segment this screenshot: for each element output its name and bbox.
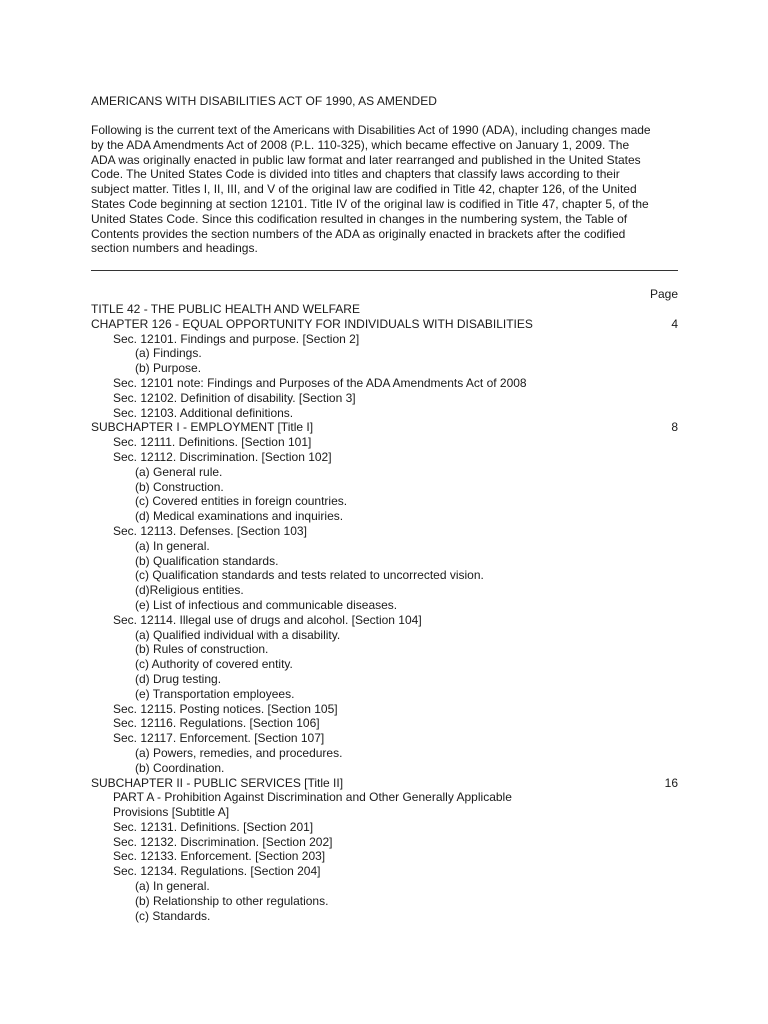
toc-entry-text: Sec. 12112. Discrimination. [Section 102] (113, 449, 332, 464)
toc-subsection-entry (91, 642, 678, 657)
toc-subsection-entry (91, 554, 678, 569)
toc-title-entry (91, 302, 678, 317)
toc-page-number: 4 (671, 316, 678, 331)
intro-line: Following is the current text of the Americans with Disabilities Act of 1990 (ADA), including changes made (91, 123, 651, 137)
toc-entry-text: CHAPTER 126 - EQUAL OPPORTUNITY FOR INDIVIDUALS WITH DISABILITIES (91, 316, 533, 331)
toc-section-entry (91, 524, 678, 539)
toc-entry-text: SUBCHAPTER I - EMPLOYMENT [Title I] (91, 420, 314, 435)
toc-entry-text: (b) Rules of construction. (135, 642, 269, 657)
toc-page-number: 8 (671, 420, 678, 435)
document-title: AMERICANS WITH DISABILITIES ACT OF 1990, AS AMENDED (91, 94, 437, 108)
toc-subsection-entry (91, 480, 678, 495)
toc-chapter-entry (91, 317, 678, 332)
toc-entry-text: Sec. 12101. Findings and purpose. [Section 2] (113, 331, 360, 346)
toc-section-entry (91, 716, 678, 731)
intro-paragraph (91, 123, 691, 256)
toc-entry-text: Sec. 12116. Regulations. [Section 106] (113, 716, 320, 731)
toc-entry-text: (a) Powers, remedies, and procedures. (135, 745, 343, 760)
toc-subsection-entry (91, 746, 678, 761)
intro-line: States Code beginning at section 12101. Title IV of the original law is codified in Title 47, chapter 5, of the (91, 196, 649, 211)
toc-entry-text: Provisions [Subtitle A] (113, 805, 230, 820)
toc-entry-text: (c) Authority of covered entity. (135, 657, 293, 672)
toc-entry-text: Sec. 12102. Definition of disability. [Section 3] (113, 390, 356, 405)
toc-entry-text: Sec. 12117. Enforcement. [Section 107] (113, 731, 325, 746)
toc-entry-text: (a) Findings. (135, 346, 202, 361)
toc-entry-text: (b) Construction. (135, 479, 224, 494)
toc-entry-text: Sec. 12115. Posting notices. [Section 105] (113, 701, 338, 716)
toc-entry-text: (a) In general. (135, 879, 210, 894)
toc-entry-text: (c) Standards. (135, 908, 211, 923)
toc-entry-text: (c) Qualification standards and tests related to uncorrected vision. (135, 568, 484, 583)
toc-entry-text: SUBCHAPTER II - PUBLIC SERVICES [Title II] (91, 775, 344, 790)
toc-section-entry (91, 613, 678, 628)
horizontal-divider (91, 270, 678, 271)
toc-entry-text: TITLE 42 - THE PUBLIC HEALTH AND WELFARE (91, 302, 360, 316)
toc-entry-text: (e) List of infectious and communicable diseases. (135, 597, 398, 612)
toc-entry-text: (b) Coordination. (135, 760, 225, 775)
toc-entry-text: (a) General rule. (135, 464, 223, 479)
toc-subsection-entry (91, 568, 678, 583)
toc-entry-text: (d) Drug testing. (135, 671, 222, 686)
toc-entry-text: Sec. 12113. Defenses. [Section 103] (113, 523, 307, 538)
toc-entry-text: (c) Covered entities in foreign countries. (135, 494, 348, 509)
intro-line: Code. The United States Code is divided into titles and chapters that classify laws according to their (91, 167, 620, 182)
toc-section-entry (91, 406, 678, 421)
toc-entry-text: (d) Medical examinations and inquiries. (135, 509, 344, 524)
toc-section-entry (91, 702, 678, 717)
toc-subsection-entry (91, 583, 678, 598)
toc-entry-text: Sec. 12111. Definitions. [Section 101] (113, 435, 312, 450)
toc-page-column-header: Page (649, 287, 678, 301)
toc-entry-text: Sec. 12132. Discrimination. [Section 202] (113, 834, 333, 849)
toc-subsection-entry (91, 628, 678, 643)
toc-entry-text: Sec. 12114. Illegal use of drugs and alcohol. [Section 104] (113, 612, 422, 627)
toc-entry-text: Sec. 12101 note: Findings and Purposes of the ADA Amendments Act of 2008 (113, 375, 527, 390)
intro-line: ADA was originally enacted in public law format and later rearranged and published in the United States (91, 152, 641, 167)
toc-subsection-entry (91, 539, 678, 554)
toc-section-entry (91, 391, 678, 406)
toc-page-number: 16 (664, 775, 678, 790)
toc-subchapter-entry (91, 776, 678, 791)
toc-entry-text: PART A - Prohibition Against Discrimination and Other Generally Applicable (113, 790, 512, 805)
toc-subchapter-entry (91, 420, 678, 435)
intro-line: subject matter. Titles I, II, III, and V of the original law are codified in Title 42, chapter 126, of the United (91, 182, 637, 197)
toc-section-entry (91, 820, 678, 835)
toc-subsection-entry (91, 672, 678, 687)
toc-subsection-entry (91, 346, 678, 361)
toc-subsection-entry (91, 361, 678, 376)
toc-subsection-entry (91, 761, 678, 776)
toc-entry-text: (a) Qualified individual with a disability. (135, 627, 341, 642)
toc-entry-text: (d)Religious entities. (135, 583, 244, 598)
toc-entry-text: (b) Relationship to other regulations. (135, 893, 329, 908)
toc-section-entry (91, 450, 678, 465)
toc-section-entry (91, 864, 678, 879)
toc-subsection-entry (91, 894, 678, 909)
intro-line: section numbers and headings. (91, 241, 258, 256)
toc-entry-text: Sec. 12133. Enforcement. [Section 203] (113, 849, 326, 864)
toc-entry-text: Sec. 12131. Definitions. [Section 201] (113, 819, 314, 834)
toc-subsection-entry (91, 687, 678, 702)
toc-subsection-entry (91, 598, 678, 613)
toc-section-entry (91, 376, 678, 391)
intro-line: Contents provides the section numbers of the ADA as originally enacted in brackets after the codified (91, 226, 626, 241)
toc-entry-text: (b) Purpose. (135, 361, 202, 376)
toc-section-entry (91, 835, 678, 850)
intro-line: by the ADA Amendments Act of 2008 (P.L. 110-325), which became effective on January 1, 2009. The (91, 137, 630, 152)
toc-entry-text: Sec. 12134. Regulations. [Section 204] (113, 864, 321, 879)
toc-subsection-entry (91, 465, 678, 480)
toc-entry-text: (b) Qualification standards. (135, 553, 279, 568)
toc-subsection-entry (91, 879, 678, 894)
toc-subsection-entry (91, 657, 678, 672)
toc-entry-text: (e) Transportation employees. (135, 686, 295, 701)
toc-section-entry (91, 849, 678, 864)
intro-line: United States Code. Since this codification resulted in changes in the numbering system, the Table of (91, 211, 628, 226)
toc-section-entry (91, 435, 678, 450)
toc-section-entry (91, 332, 678, 347)
toc-entry-text: (a) In general. (135, 538, 210, 553)
table-of-contents (91, 302, 678, 923)
toc-subsection-entry (91, 509, 678, 524)
toc-part-entry-continued (91, 805, 678, 820)
toc-section-entry (91, 731, 678, 746)
toc-entry-text: Sec. 12103. Additional definitions. (113, 405, 294, 420)
toc-part-entry (91, 790, 678, 805)
toc-subsection-entry (91, 494, 678, 509)
toc-subsection-entry (91, 909, 678, 924)
